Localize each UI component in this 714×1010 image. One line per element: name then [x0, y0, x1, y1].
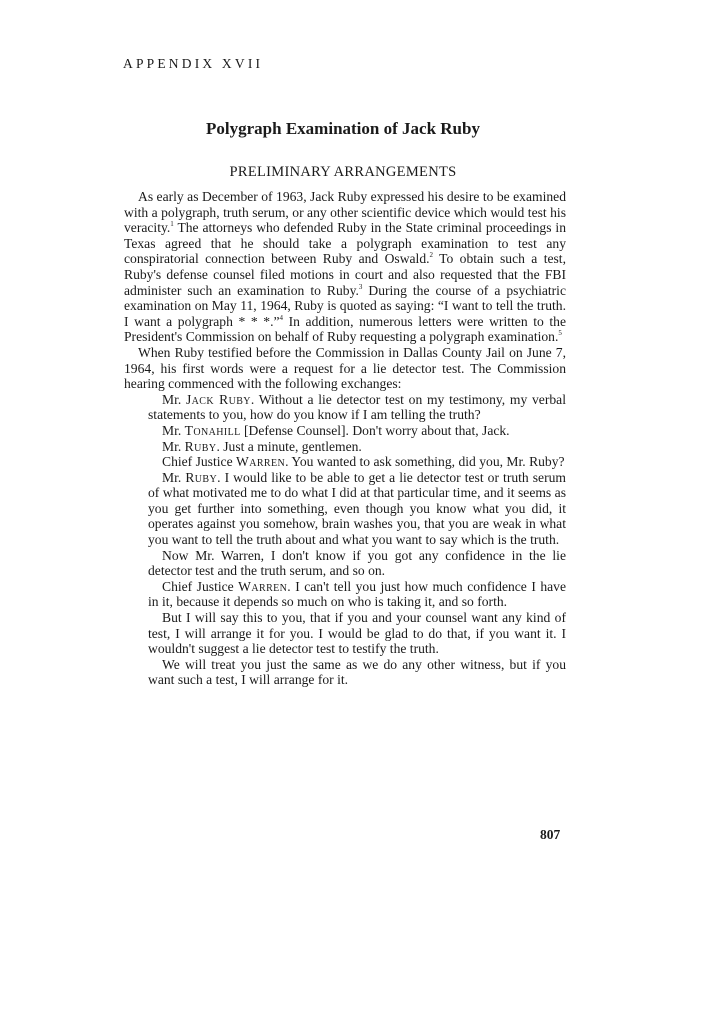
speaker-prefix: Chief Justice	[162, 578, 239, 594]
footnote-ref-4: 4	[279, 313, 284, 322]
speaker-suffix: .	[285, 454, 289, 470]
paragraph-intro-seg4: During the course of a psychiatric examination on May 11, 1964, Ruby is quoted as saying: “I want to tell the truth. I want a polygraph * * *.”	[124, 282, 566, 329]
testimony-text: Now Mr. Warren, I don't know if you got any confidence in the lie detector test and the truth serum, and so on.	[148, 547, 566, 579]
testimony-text: [Defense Counsel]. Don't worry about that, Jack.	[240, 422, 510, 438]
paragraph-intro-seg1: As early as December of 1963, Jack Ruby expressed his desire to be examined with a polygraph, truth serum, or any other scientific device which would test his veracity.	[124, 189, 566, 236]
paragraph-intro-seg3: To obtain such a test, Ruby's defense counsel filed motions in court and also requested that the FBI administer such an examination to Ruby.	[124, 251, 566, 298]
testimony-line	[148, 657, 566, 688]
testimony-text: Without a lie detector test on my testimony, my verbal statements to you, how do you know if I am telling the truth?	[148, 391, 566, 423]
speaker-prefix: Mr.	[162, 422, 185, 438]
speaker-suffix: .	[287, 578, 291, 594]
page-number: 807	[540, 827, 561, 842]
testimony-line	[148, 470, 566, 548]
testimony-text: But I will say this to you, that if you and your counsel want any kind of test, I will arrange it for you. I would be glad to do that, if you want it. I wouldn't suggest a lie detector test to testify the truth.	[148, 610, 566, 657]
speaker-prefix: Mr.	[162, 438, 185, 454]
testimony-line	[148, 423, 566, 439]
paragraph-intro	[124, 189, 566, 345]
testimony-line	[148, 579, 566, 610]
body-text	[124, 189, 566, 688]
testimony-line	[148, 454, 566, 470]
testimony-block	[148, 392, 566, 688]
testimony-text: You wanted to ask something, did you, Mr. Ruby?	[288, 454, 565, 470]
speaker-suffix: .	[216, 438, 220, 454]
paragraph-commission: When Ruby testified before the Commission in Dallas County Jail on June 7, 1964, his first words were a request for a lie detector test. The Commission hearing commenced with the following exchanges:	[124, 344, 566, 392]
paragraph-intro-seg5: In addition, numerous letters were written to the President's Commission on behalf of Ruby requesting a polygraph examination.	[124, 313, 566, 345]
testimony-line	[148, 610, 566, 657]
testimony-line	[148, 392, 566, 423]
testimony-text: Just a minute, gentlemen.	[219, 438, 362, 454]
speaker-name: Warren	[238, 578, 288, 594]
appendix-heading: APPENDIX XVII	[123, 56, 264, 71]
page-title: Polygraph Examination of Jack Ruby	[206, 119, 480, 138]
speaker-name: Ruby	[185, 469, 218, 485]
speaker-prefix: Mr.	[162, 391, 186, 407]
testimony-line	[148, 439, 566, 455]
testimony-text: We will treat you just the same as we do any other witness, but if you want such a test, I will arrange for it.	[148, 656, 566, 688]
testimony-text: I can't tell you just how much confidence I have in it, because it depends so much on who is taking it, and so forth.	[148, 578, 566, 610]
speaker-suffix: .	[250, 391, 255, 407]
speaker-name: Ruby	[184, 438, 217, 454]
speaker-name: Jack Ruby	[185, 391, 251, 407]
speaker-name: Tonahill	[184, 422, 241, 438]
footnote-ref-5: 5	[558, 329, 562, 338]
footnote-ref-2: 2	[429, 251, 434, 260]
speaker-name: Warren	[236, 454, 286, 470]
paragraph-intro-seg2: The attorneys who defended Ruby in the State criminal proceedings in Texas agreed that he should take a polygraph examination to test any conspiratorial connection between Ruby and Oswald.	[124, 220, 566, 267]
speaker-prefix: Chief Justice	[162, 454, 236, 470]
testimony-line	[148, 548, 566, 579]
footnote-ref-3: 3	[358, 282, 363, 291]
speaker-suffix: .	[217, 469, 221, 485]
section-heading: PRELIMINARY ARRANGEMENTS	[229, 164, 457, 180]
testimony-text: I would like to be able to get a lie detector test or truth serum of what motivated me to do what I did at that particular time, and it seems as you get further into something, even though you know what you did, it operates against you somehow, brain washes you, that you are weak in what you want to tell the truth about and what you want to say which is the truth.	[148, 469, 566, 548]
speaker-prefix: Mr.	[162, 469, 186, 485]
footnote-ref-1: 1	[170, 220, 174, 229]
